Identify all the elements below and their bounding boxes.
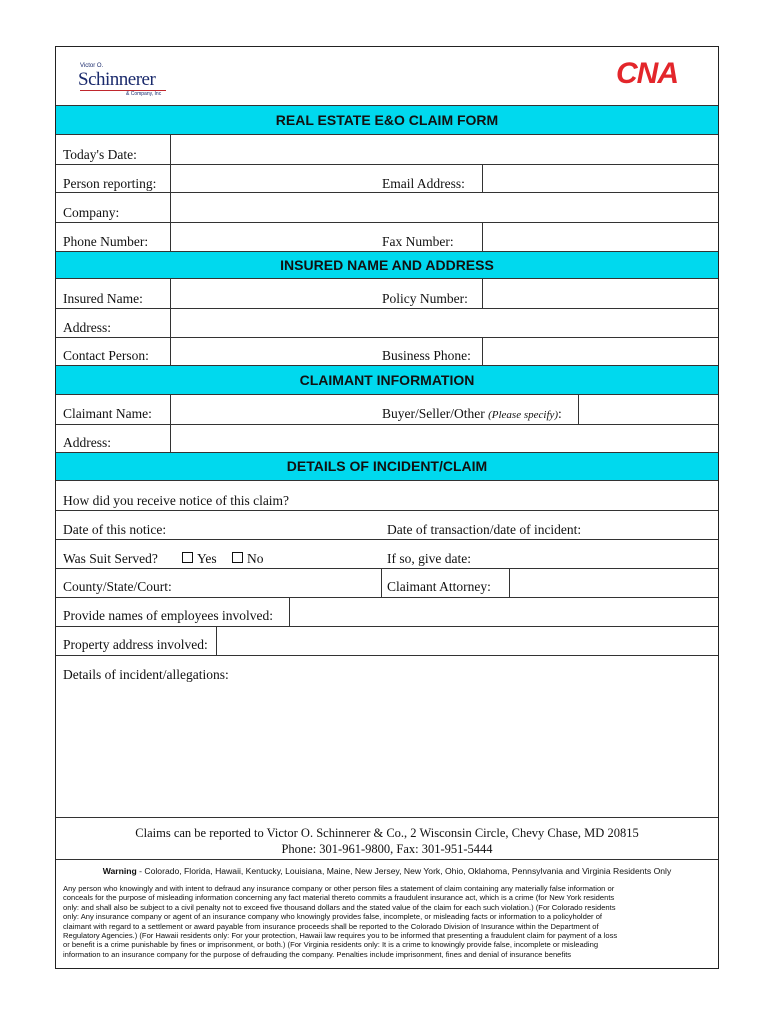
cna-logo: CNA <box>616 57 678 90</box>
buyer-seller-label <box>382 406 562 422</box>
details-label: Details of incident/allegations: <box>63 667 229 682</box>
date-transaction-label: Date of transaction/date of incident: <box>387 522 582 537</box>
policy-number-label: Policy Number: <box>382 291 468 306</box>
footer-address: Claims can be reported to Victor O. Schinnerer & Co., 2 Wisconsin Circle, Chevy Chase, MD 20815 <box>135 826 639 840</box>
fine-print-line: only: and shall also be subject to a civil penalty not to exceed five thousand dollars and the stated value of the claim for each such violation.) (For Colorado residents <box>63 902 616 912</box>
footer-line <box>56 859 718 860</box>
claimant-attorney-label: Claimant Attorney: <box>387 579 491 594</box>
logo-company: & Company, Inc <box>126 91 162 97</box>
section-header-claimant <box>56 365 718 395</box>
insured-name-field[interactable] <box>171 280 371 308</box>
suit-date-field[interactable] <box>496 540 718 568</box>
contact-person-label: Contact Person: <box>63 348 149 363</box>
todays-date-label: Today's Date: <box>63 147 137 162</box>
phone-label: Phone Number: <box>63 234 149 249</box>
claimant-attorney-field[interactable] <box>510 569 718 597</box>
buyer-seller-field[interactable] <box>579 396 718 424</box>
no-label: No <box>247 551 264 566</box>
footer-phone: Phone: 301-961-9800, Fax: 301-951-5444 <box>281 842 493 856</box>
insured-address-field[interactable] <box>171 309 718 337</box>
col-divider <box>381 568 382 597</box>
claimant-address-label: Address: <box>63 435 111 450</box>
warning-line <box>56 866 718 876</box>
how-notice-label: How did you receive notice of this claim? <box>63 493 290 508</box>
logo-schinnerer: Schinnerer <box>78 69 156 90</box>
email-label: Email Address: <box>382 176 465 191</box>
buyer-seller-text: Buyer/Seller/Other <box>382 406 485 421</box>
no-checkbox[interactable] <box>232 552 243 563</box>
yes-option[interactable] <box>182 551 217 567</box>
fine-print <box>63 884 715 959</box>
buyer-seller-colon: : <box>558 406 562 421</box>
row-line <box>56 510 718 511</box>
fine-print-line: conceals for the purpose of misleading information concerning any fact material thereto commits a fraudulent insurance act, which is a crime (for New York residents <box>63 893 615 903</box>
property-address-label: Property address involved: <box>63 637 208 652</box>
fax-field[interactable] <box>483 223 718 251</box>
section-header-claim-form <box>56 105 718 135</box>
claimant-name-field[interactable] <box>171 396 371 424</box>
insured-name-label: Insured Name: <box>63 291 143 306</box>
suit-served-label: Was Suit Served? <box>63 551 158 566</box>
claim-form <box>55 46 719 969</box>
contact-person-field[interactable] <box>171 338 371 365</box>
section-title: DETAILS OF INCIDENT/CLAIM <box>286 458 488 474</box>
warning-label: Warning <box>102 866 137 876</box>
company-field[interactable] <box>171 193 718 222</box>
how-notice-field[interactable] <box>301 482 718 510</box>
person-reporting-field[interactable] <box>171 165 371 192</box>
date-notice-field[interactable] <box>176 511 376 539</box>
fine-print-line: information to an insurance company for the purpose of defrauding the company. Penalties include imprisonment, fines and denial of insurance benefits <box>63 949 572 959</box>
section-title: REAL ESTATE E&O CLAIM FORM <box>275 112 499 128</box>
buyer-seller-note: (Please specify) <box>488 409 559 421</box>
details-field[interactable] <box>63 687 713 815</box>
fine-print-line: claimant with regard to a settlement or award payable from insurance proceeds shall be reported to the Colorado Division of Insurance within the Department of <box>63 921 599 931</box>
fine-print-line: or benefit is a crime punishable by fines or imprisonment, or both.) (For Virginia residents only: It is a crime to knowingly provide false, incomplete or misleading <box>63 940 599 950</box>
business-phone-field[interactable] <box>483 338 718 365</box>
phone-field[interactable] <box>171 223 371 251</box>
todays-date-field[interactable] <box>171 136 718 164</box>
yes-checkbox[interactable] <box>182 552 193 563</box>
fine-print-line: Any person who knowingly and with intent to defraud any insurance company or other person files a statement of claim containing any materially false information or <box>63 884 615 893</box>
county-label: County/State/Court: <box>63 579 172 594</box>
footer-contact <box>56 825 718 857</box>
footer-line <box>56 817 718 818</box>
warning-text: - Colorado, Florida, Hawaii, Kentucky, Louisiana, Maine, New Jersey, New York, Ohio, Oklahoma, Pennsylvania and Virginia Residents Only <box>136 866 672 876</box>
insured-address-label: Address: <box>63 320 111 335</box>
no-option[interactable] <box>232 551 264 567</box>
section-header-insured <box>56 251 718 279</box>
claimant-name-label: Claimant Name: <box>63 406 152 421</box>
logo-victor: Victor O. <box>80 63 104 69</box>
policy-number-field[interactable] <box>483 280 718 308</box>
schinnerer-logo <box>78 63 178 99</box>
property-address-field[interactable] <box>217 627 718 655</box>
claimant-address-field[interactable] <box>171 425 718 452</box>
section-header-details <box>56 452 718 481</box>
fax-label: Fax Number: <box>382 234 454 249</box>
if-so-label: If so, give date: <box>387 551 471 566</box>
date-notice-label: Date of this notice: <box>63 522 167 537</box>
fine-print-line: only: Any insurance company or agent of an insurance company who knowingly provides false, incomplete, or misleading facts or information to a policyholder of <box>63 912 603 922</box>
employees-field[interactable] <box>290 598 718 626</box>
row-line <box>56 655 718 656</box>
employees-label: Provide names of employees involved: <box>63 608 273 623</box>
company-label: Company: <box>63 205 120 220</box>
section-title: INSURED NAME AND ADDRESS <box>280 257 494 273</box>
email-field[interactable] <box>483 165 718 192</box>
business-phone-label: Business Phone: <box>382 348 471 363</box>
county-field[interactable] <box>186 569 381 597</box>
yes-label: Yes <box>197 551 217 566</box>
fine-print-line: Regulatory Agencies.) (For Hawaii residents only: For your protection, Hawaii law requires you to be informed that presenting a fraudulent claim for payment of a loss <box>63 931 618 941</box>
section-title: CLAIMANT INFORMATION <box>299 372 475 388</box>
person-reporting-label: Person reporting: <box>63 176 157 191</box>
